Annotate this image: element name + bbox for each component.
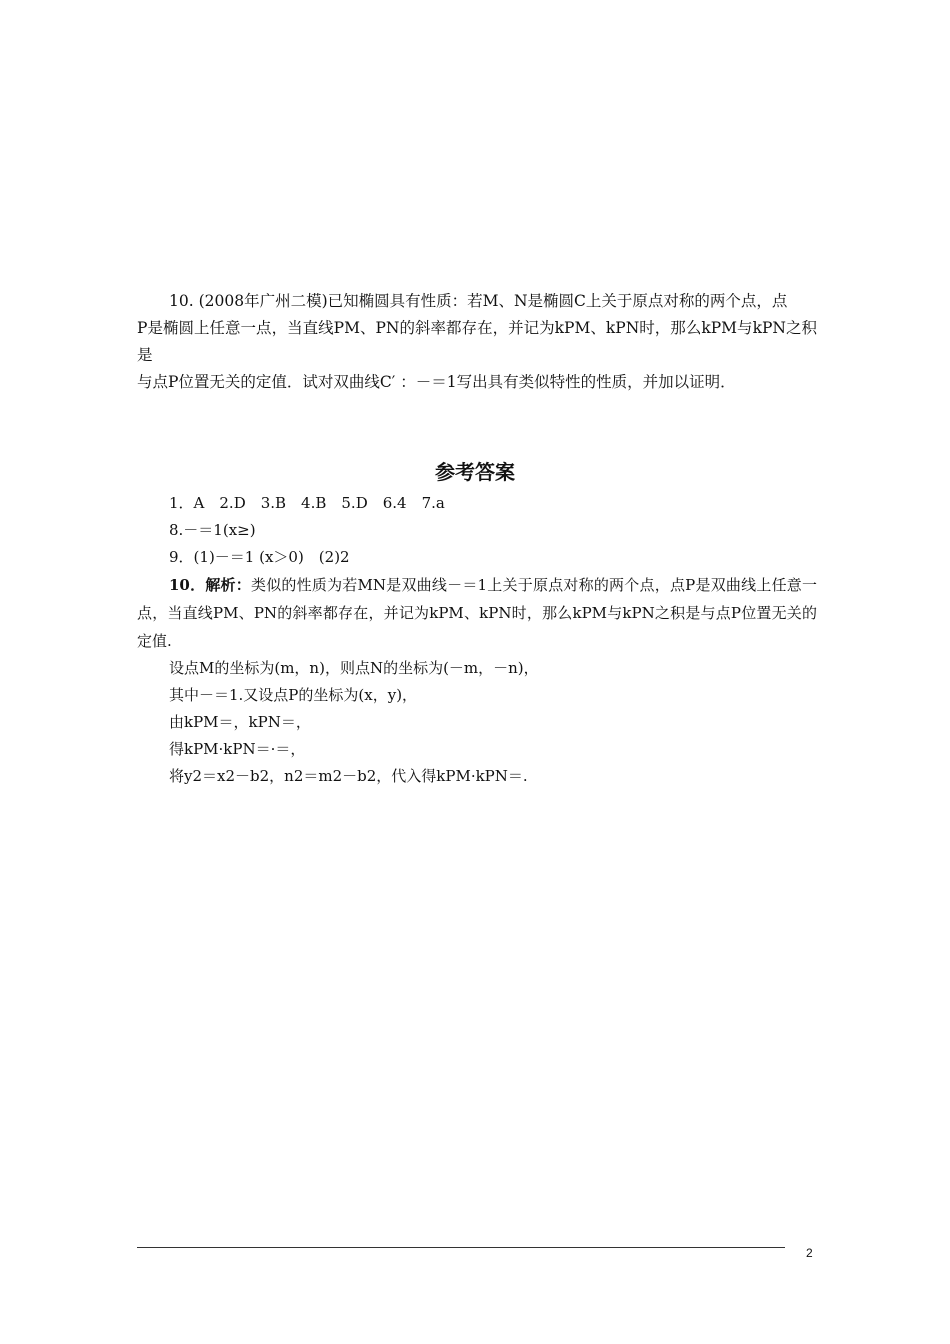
proof-step-5: 将y2＝x2－b2，n2＝m2－b2，代入得kPM·kPN＝. — [169, 767, 528, 785]
analysis-label: 10．解析： — [169, 576, 251, 594]
proof-step-1: 设点M的坐标为(m，n)，则点N的坐标为(－m，－n)， — [169, 659, 539, 677]
analysis-text: 类似的性质为若MN是双曲线－＝1上关于原点对称的两个点，点P是双曲线上任意一点，当直线PM、PN的斜率都存在，并记为kPM、kPN时，那么kPM与kPN之积是与点P位置无关的定值. — [137, 576, 818, 650]
question-10-line-1: 10. (2008年广州二模)已知椭圆具有性质：若M、N是椭圆C上关于原点对称的两个点，点 — [169, 292, 788, 310]
question-10 — [137, 288, 817, 396]
question-10-line-2: P是椭圆上任意一点，当直线PM、PN的斜率都存在，并记为kPM、kPN时，那么kPM与kPN之积是 — [137, 319, 817, 364]
answer-key-title: 参考答案 — [435, 460, 515, 484]
question-10-line-3: 与点P位置无关的定值．试对双曲线C′ ：－＝1写出具有类似特性的性质，并加以证明． — [137, 373, 736, 391]
answer-10-analysis — [137, 571, 817, 655]
answer-line-1: 1．A 2.D 3.B 4.B 5.D 6.4 7.a — [169, 494, 445, 512]
answer-line-2: 8.－＝1(x≥) — [169, 521, 256, 539]
proof-step-2: 其中－＝1.又设点P的坐标为(x，y)， — [169, 686, 418, 704]
footer-divider — [137, 1247, 785, 1248]
answer-line-3: 9．(1)－＝1 (x＞0) (2)2 — [169, 548, 350, 566]
answer-key — [137, 490, 817, 790]
proof-step-4: 得kPM·kPN＝·＝， — [169, 740, 306, 758]
proof-step-3: 由kPM＝，kPN＝， — [169, 713, 311, 731]
page-number: 2 — [806, 1246, 813, 1260]
